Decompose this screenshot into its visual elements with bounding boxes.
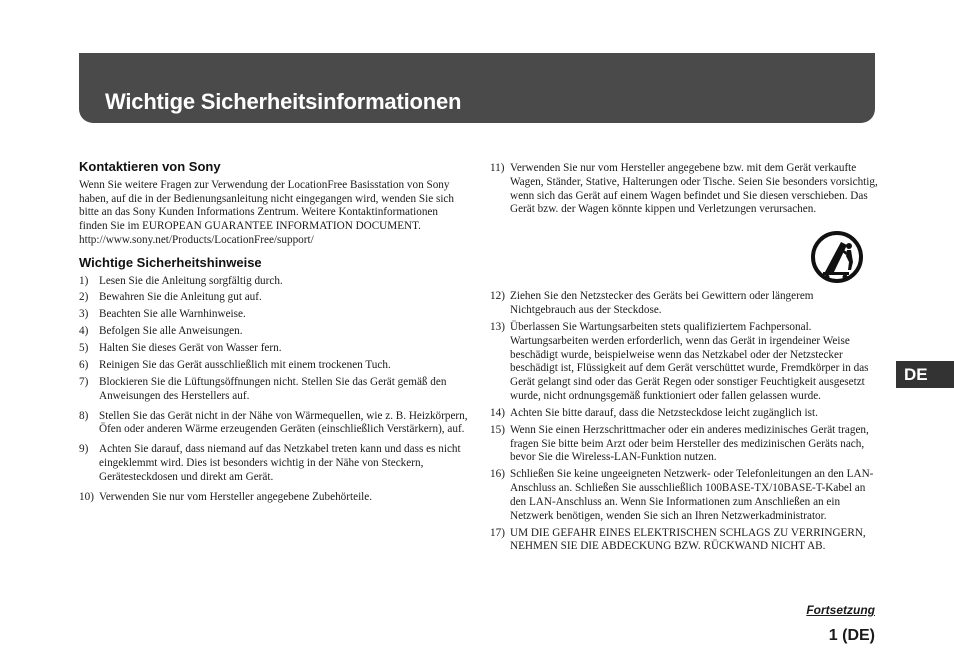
item-text: Ziehen Sie den Netzstecker des Geräts bei Gewittern oder längerem Nichtgebrauch aus der Steckdose.: [510, 290, 814, 317]
safety-list-continued-top: [490, 162, 878, 217]
safety-list-continued: [490, 290, 878, 554]
list-item: [79, 291, 469, 305]
list-item: [490, 407, 878, 421]
continued-label: Fortsetzung: [806, 603, 875, 617]
list-item: [490, 527, 878, 555]
list-item: [490, 424, 878, 465]
item-number: 15): [490, 423, 505, 436]
page-title: Wichtige Sicherheitsinformationen: [105, 89, 462, 114]
cart-tip-over-warning-icon: [811, 228, 863, 286]
item-text: Überlassen Sie Wartungsarbeiten stets qualifiziertem Fachpersonal. Wartungsarbeiten werden erforderlich, wenn das Gerät in irgendeiner Weise beschädigt wurde, beispielweise wenn das Netzkabel oder der Netzstecker beschädigt ist, Flüssigkeit auf dem Gerät verschüttet wurde, Fremdkörper in das Gerät gelangt sind oder das Gerät Regen oder sonstiger Feuchtigkeit ausgesetzt wurde, nicht ordnungsgemäß funktioniert oder fallen gelassen wurde.: [510, 320, 869, 402]
item-text: Halten Sie dieses Gerät von Wasser fern.: [99, 342, 282, 355]
left-column: [79, 160, 469, 507]
item-number: 2): [79, 291, 89, 304]
header-bar: [79, 53, 875, 123]
item-number: 14): [490, 406, 505, 419]
item-number: 4): [79, 325, 89, 338]
item-text: Schließen Sie keine ungeeigneten Netzwerk- oder Telefonleitungen an den LAN-Anschluss an. Schließen Sie ausschließlich 100BASE-TX/10BASE-T-Kabel an den LAN-Anschluss an. Wenn Sie Informationen zum Anschließen an ein Netzwerk benötigen, wenden Sie sich an Ihren Netzwerkadministrator.: [510, 468, 874, 522]
item-number: 3): [79, 308, 89, 321]
right-column: [490, 162, 878, 557]
item-number: 10): [79, 490, 94, 503]
item-number: 8): [79, 409, 89, 422]
item-number: 11): [490, 162, 505, 174]
list-item: [79, 308, 469, 322]
item-text: Verwenden Sie nur vom Hersteller angegebene bzw. mit dem Gerät verkaufte Wagen, Ständer, Stative, Halterungen oder Tische. Seien Sie besonders vorsichtig, wenn sich das Gerät auf einem Wagen befindet und Sie diesen verschieben. Das Gerät bzw. der Wagen könnte kippen und Verletzungen verursachen.: [510, 162, 878, 216]
list-item: [490, 468, 878, 523]
contact-text: Wenn Sie weitere Fragen zur Verwendung der LocationFree Basisstation von Sony haben, auf die in der Bedienungsanleitung nicht eingegangen wird, wenden Sie sich bitte an das Sony Kunden Informations Zentrum. Weitere Kontaktinformationen finden Sie im EUROPEAN GUARANTEE INFORMATION DOCUMENT.: [79, 178, 454, 233]
support-url: http://www.sony.net/Products/LocationFree/support/: [79, 233, 314, 246]
item-text: Lesen Sie die Anleitung sorgfältig durch.: [99, 274, 283, 287]
list-item: [490, 162, 878, 217]
item-text: Achten Sie darauf, dass niemand auf das Netzkabel treten kann und dass es nicht eingeklemmt wird. Dies ist besonders wichtig in der Nähe von Steckern, Gerätesteckdosen und direkt am Gerät.: [99, 443, 461, 483]
language-tab: DE: [896, 361, 954, 388]
list-item: [79, 359, 469, 373]
item-text: Stellen Sie das Gerät nicht in der Nähe von Wärmequellen, wie z. B. Heizkörpern, Öfen oder anderen Wärme erzeugenden Geräten (einschließlich Verstärkern), auf.: [99, 409, 468, 436]
item-text: Beachten Sie alle Warnhinweise.: [99, 308, 246, 321]
item-number: 16): [490, 468, 505, 481]
item-number: 12): [490, 290, 505, 303]
list-item: [79, 275, 469, 289]
item-number: 13): [490, 320, 505, 333]
item-number: 6): [79, 359, 89, 372]
item-number: 7): [79, 375, 89, 388]
list-item: [79, 410, 469, 438]
item-text: Achten Sie bitte darauf, dass die Netzsteckdose leicht zugänglich ist.: [510, 406, 818, 419]
list-item: [79, 443, 469, 484]
item-text: Reinigen Sie das Gerät ausschließlich mit einem trockenen Tuch.: [99, 359, 391, 372]
item-text: Verwenden Sie nur vom Hersteller angegebene Zubehörteile.: [99, 490, 373, 503]
item-number: 9): [79, 443, 89, 456]
safety-heading: Wichtige Sicherheitshinweise: [79, 254, 262, 270]
list-item: [79, 376, 469, 404]
contact-heading: Kontaktieren von Sony: [79, 159, 221, 174]
item-text: UM DIE GEFAHR EINES ELEKTRISCHEN SCHLAGS ZU VERRINGERN, NEHMEN SIE DIE ABDECKUNG BZW. RÜCKWAND NICHT AB.: [510, 526, 866, 553]
page-number: 1 (DE): [828, 627, 875, 644]
item-text: Bewahren Sie die Anleitung gut auf.: [99, 291, 262, 304]
list-item: [79, 342, 469, 356]
item-number: 5): [79, 342, 89, 355]
list-item: [490, 321, 878, 404]
item-text: Blockieren Sie die Lüftungsöffnungen nicht. Stellen Sie das Gerät gemäß den Anweisungen des Herstellers auf.: [99, 375, 447, 402]
item-text: Wenn Sie einen Herzschrittmacher oder ein anderes medizinisches Gerät tragen, fragen Sie bitte beim Arzt oder beim Hersteller des medizinischen Geräts nach, bevor Sie die Wireless-LAN-Funktion nutzen.: [510, 423, 869, 464]
item-number: 1): [79, 274, 89, 287]
list-item: [79, 491, 469, 505]
item-text: Befolgen Sie alle Anweisungen.: [99, 325, 243, 338]
list-item: [79, 325, 469, 339]
list-item: [490, 290, 878, 318]
safety-list: [79, 275, 469, 505]
item-number: 17): [490, 526, 505, 539]
